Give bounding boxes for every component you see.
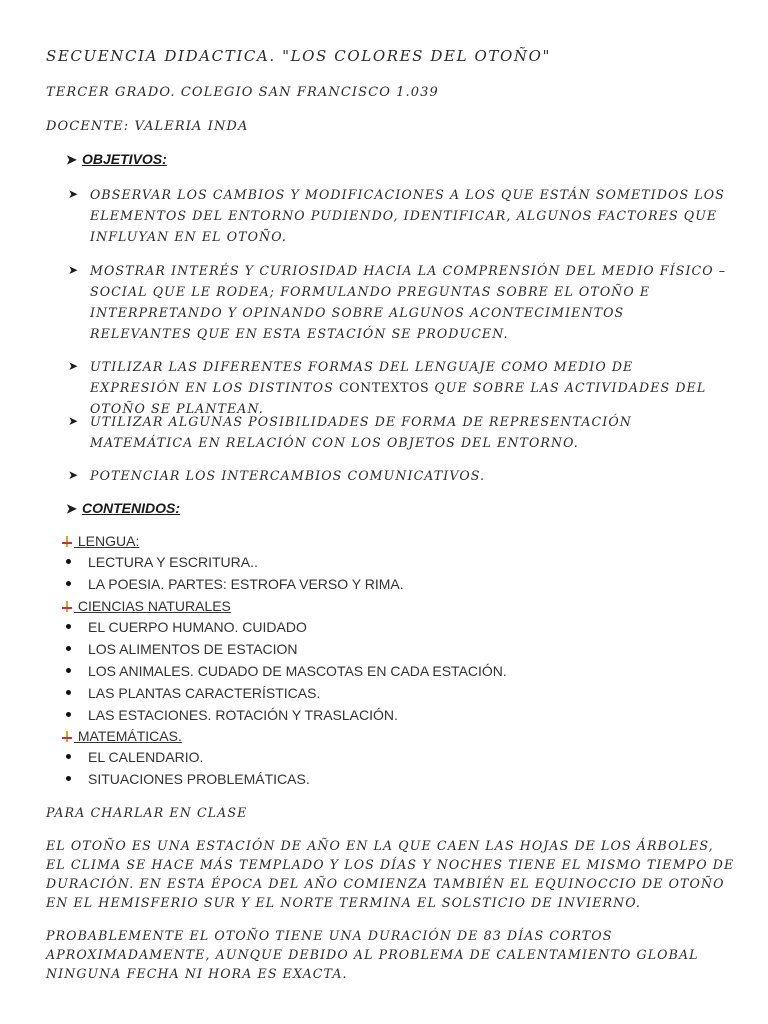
category-matematicas (62, 728, 182, 744)
bullet-dot-icon (66, 712, 71, 717)
list-item (66, 554, 258, 570)
objective-text: MOSTRAR INTERÉS Y CURIOSIDAD HACIA LA COMPRENSIÓN DEL MEDIO FÍSICO – SOCIAL QUE LE RODEA; FORMULANDO PREGUNTAS SOBRE EL OTOÑO E INTERPRETANDO Y OPINANDO SOBRE ALGUNOS ACONTECIMIENTOS RELEVANTES QUE EN ESTA ESTACIÓN SE PRODUCEN. (90, 263, 727, 341)
list-item (66, 663, 507, 679)
objectives-heading (66, 151, 167, 168)
document-title: SECUENCIA DIDACTICA. "LOS COLORES DEL OTOÑO" (46, 47, 552, 65)
objective-item (68, 411, 728, 453)
bullet-dot-icon (66, 690, 71, 695)
objective-item (68, 260, 728, 344)
category-label: LENGUA: (74, 533, 140, 549)
arrow-bullet-icon: ➤ (68, 263, 80, 277)
plus-bullet-icon (62, 601, 72, 613)
category-label: MATEMÁTICAS. (74, 728, 182, 744)
bullet-dot-icon (66, 581, 71, 586)
plus-bullet-icon (62, 731, 72, 743)
discussion-heading: PARA CHARLAR EN CLASE (46, 805, 248, 820)
objective-text: OBSERVAR LOS CAMBIOS Y MODIFICACIONES A LOS QUE ESTÁN SOMETIDOS LOS ELEMENTOS DEL ENTORNO PUDIENDO, IDENTIFICAR, ALGUNOS FACTORES QUE INFLUYAN EN EL OTOÑO. (90, 187, 725, 244)
objective-text: POTENCIAR LOS INTERCAMBIOS COMUNICATIVOS. (90, 468, 486, 483)
objective-item (68, 356, 728, 419)
list-item-text: SITUACIONES PROBLEMÁTICAS. (88, 771, 310, 787)
objectives-heading-label: OBJETIVOS: (82, 151, 167, 167)
arrow-bullet-icon: ➤ (68, 359, 80, 373)
bullet-dot-icon (66, 754, 71, 759)
objective-text (90, 356, 728, 419)
list-item-text: EL CALENDARIO. (88, 749, 204, 765)
contents-heading-label: CONTENIDOS: (82, 500, 180, 516)
arrow-bullet-icon: ➤ (68, 187, 80, 201)
objective-text-part: UTILIZAR LAS DIFERENTES FORMAS DEL LENGUAJE COMO MEDIO DE EXPRESIÓN EN LOS DISTINTOS (90, 359, 634, 395)
list-item (66, 641, 298, 657)
list-item-text: EL CUERPO HUMANO. CUIDADO (88, 619, 307, 635)
list-item (66, 707, 398, 723)
category-ciencias-naturales (62, 598, 231, 614)
arrow-bullet-icon: ➤ (66, 501, 77, 516)
objective-text-upright: CONTEXTOS (338, 380, 430, 395)
bullet-dot-icon (66, 624, 71, 629)
plus-bullet-icon (62, 536, 72, 548)
discussion-paragraph: EL OTOÑO ES UNA ESTACIÓN DE AÑO EN LA QUE CAEN LAS HOJAS DE LOS ÁRBOLES, EL CLIMA SE HACE MÁS TEMPLADO Y LOS DÍAS Y NOCHES TIENE EL MISMO TIEMPO DE DURACIÓN. EN ESTA ÉPOCA DEL AÑO COMIENZA TAMBIÉN EL EQUINOCCIO DE OTOÑO EN EL HEMISFERIO SUR Y EL NORTE TERMINA EL SOLSTICIO DE INVIERNO. (46, 838, 735, 910)
bullet-dot-icon (66, 776, 71, 781)
grade-line: TERCER GRADO. COLEGIO SAN FRANCISCO 1.039 (46, 85, 439, 100)
bullet-dot-icon (66, 559, 71, 564)
list-item-text: LA POESIA. PARTES: ESTROFA VERSO Y RIMA. (88, 576, 404, 592)
bullet-dot-icon (66, 646, 71, 651)
list-item (66, 771, 310, 787)
list-item-text: LAS ESTACIONES. ROTACIÓN Y TRASLACIÓN. (88, 707, 398, 723)
arrow-bullet-icon: ➤ (66, 152, 77, 167)
list-item-text: LECTURA Y ESCRITURA.. (88, 554, 258, 570)
list-item (66, 749, 203, 765)
list-item-text: LOS ANIMALES. CUDADO DE MASCOTAS EN CADA ESTACIÓN. (88, 663, 507, 679)
contents-heading (66, 500, 180, 517)
arrow-bullet-icon: ➤ (68, 414, 80, 428)
bullet-dot-icon (66, 668, 71, 673)
discussion-paragraph: PROBABLEMENTE EL OTOÑO TIENE UNA DURACIÓN DE 83 DÍAS CORTOS APROXIMADAMENTE, AUNQUE DEBIDO AL PROBLEMA DE CALENTAMIENTO GLOBAL NINGUNA FECHA NI HORA ES EXACTA. (46, 928, 699, 981)
objective-item (68, 465, 728, 486)
arrow-bullet-icon: ➤ (68, 468, 80, 482)
category-label: CIENCIAS NATURALES (74, 598, 231, 614)
teacher-line: DOCENTE: VALERIA INDA (46, 119, 249, 134)
objective-text: UTILIZAR ALGUNAS POSIBILIDADES DE FORMA DE REPRESENTACIÓN MATEMÁTICA EN RELACIÓN CON LOS OBJETOS DEL ENTORNO. (90, 414, 632, 450)
list-item-text: LOS ALIMENTOS DE ESTACION (88, 641, 298, 657)
list-item (66, 576, 404, 592)
list-item-text: LAS PLANTAS CARACTERÍSTICAS. (88, 685, 321, 701)
objective-text-part: QUE SOBRE LAS ACTIVIDADES DEL OTOÑO SE PLANTEAN. (90, 380, 707, 416)
list-item (66, 685, 320, 701)
objective-item (68, 184, 728, 247)
list-item (66, 619, 307, 635)
category-lengua (62, 533, 139, 549)
